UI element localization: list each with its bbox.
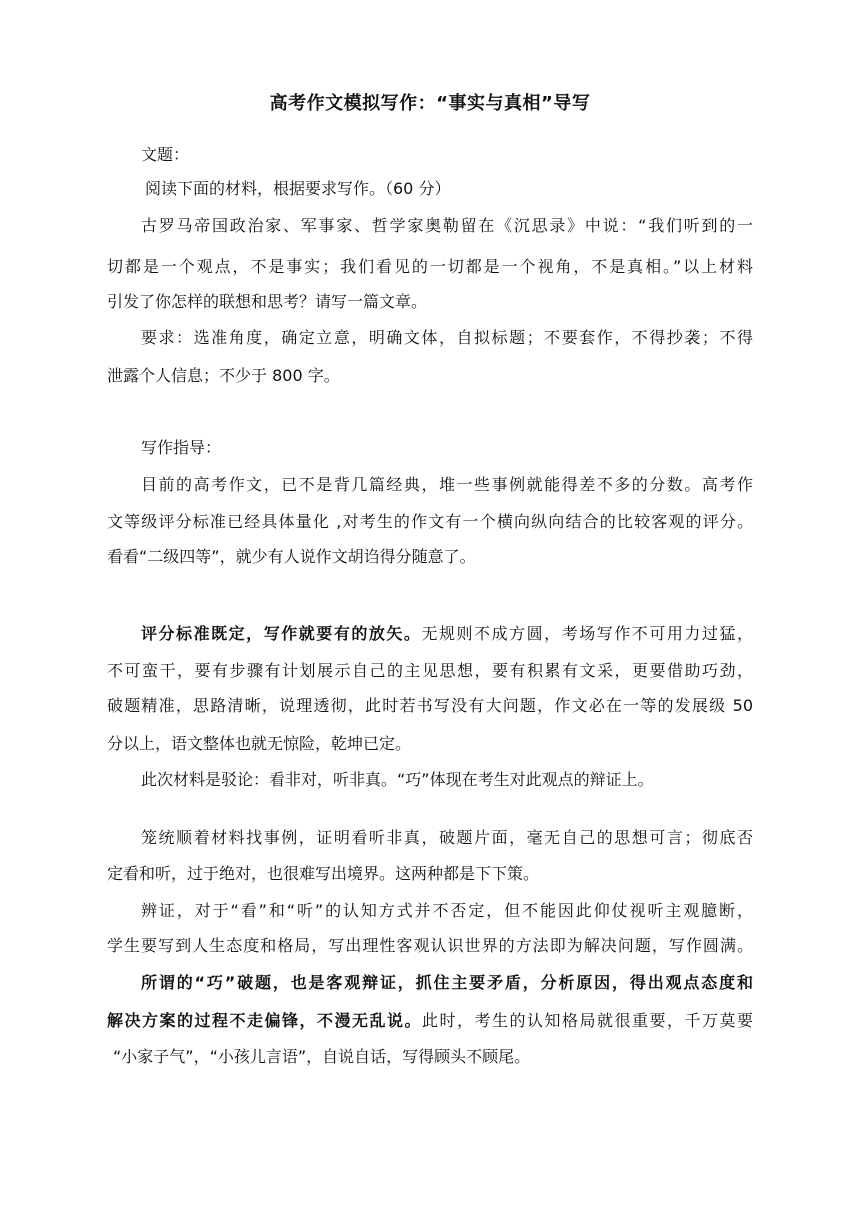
guide-para3: 此次材料是驳论：看非对，听非真。“巧”体现在考生对此观点的辩证上。: [141, 770, 654, 789]
material-line-2: 切都是一个观点，不是事实；我们看见的一切都是一个视角，不是真相。”以上材料: [107, 257, 753, 276]
instruction-text: 阅读下面的材料，根据要求写作。（60 分）: [145, 179, 451, 198]
prompt-label: 文题：: [141, 145, 190, 164]
guide-para6-bold-lead: 解决方案的过程不走偏锋，不漫无乱说。: [107, 1011, 422, 1030]
guide-para6-line2-rest: 此时，考生的认知格局就很重要，千万莫要: [422, 1011, 753, 1030]
requirements-line-2: 泄露个人信息；不少于 800 字。: [107, 366, 340, 385]
guide-para1-line-2: 文等级评分标准已经具体量化 ,对考生的作文有一个横向纵向结合的比较客观的评分。: [107, 512, 753, 531]
requirements-line-1: 要求：选准角度，确定立意，明确文体，自拟标题；不要套作，不得抄袭；不得: [141, 328, 753, 347]
guide-para6-line-3: “小家子气”，“小孩儿言语”，自说自话，写得顾头不顾尾。: [113, 1047, 531, 1066]
guide-para2-bold-lead: 评分标准既定，写作就要有的放矢。: [141, 624, 422, 643]
material-line-1: 古罗马帝国政治家、军事家、哲学家奥勒留在《沉思录》中说：“我们听到的一: [141, 216, 753, 235]
guide-para2-line-1: [141, 622, 753, 646]
guide-para2-line-3: 破题精准，思路清晰，说理透彻，此时若书写没有大问题，作文必在一等的发展级 50: [107, 696, 753, 715]
guide-para6-line-1: 所谓的“巧”破题，也是客观辩证，抓住主要矛盾，分析原因，得出观点态度和: [141, 973, 753, 992]
guide-para5-line-1: 辨证，对于“看”和“听”的认知方式并不否定，但不能因此仰仗视听主观臆断，: [141, 901, 753, 920]
guide-para5-line-2: 学生要写到人生态度和格局，写出理性客观认识世界的方法即为解决问题，写作圆满。: [107, 936, 753, 955]
guide-para2-line-2: 不可蛮干，要有步骤有计划展示自己的主见思想，要有积累有文采，更要借助巧劲，: [107, 661, 753, 680]
document-title: 高考作文模拟写作：“事实与真相”导写: [269, 93, 591, 114]
guide-para1-line-3: 看看“二级四等”，就少有人说作文胡诌得分随意了。: [107, 547, 476, 566]
material-line-3: 引发了你怎样的联想和思考？请写一篇文章。: [107, 292, 428, 311]
guide-para4-line-2: 定看和听，过于绝对，也很难写出境界。这两种都是下下策。: [107, 864, 540, 883]
guide-para6-line-2: [107, 1009, 753, 1033]
guide-para2-line1-rest: 无规则不成方圆，考场写作不可用力过猛，: [421, 624, 753, 643]
guide-para2-line-4: 分以上，语文整体也就无惊险，乾坤已定。: [107, 734, 412, 753]
guide-para4-line-1: 笼统顺着材料找事例，证明看听非真，破题片面，毫无自己的思想可言；彻底否: [141, 828, 753, 847]
guide-label: 写作指导：: [141, 438, 222, 457]
guide-para1-line-1: 目前的高考作文，已不是背几篇经典，堆一些事例就能得差不多的分数。高考作: [141, 475, 753, 494]
